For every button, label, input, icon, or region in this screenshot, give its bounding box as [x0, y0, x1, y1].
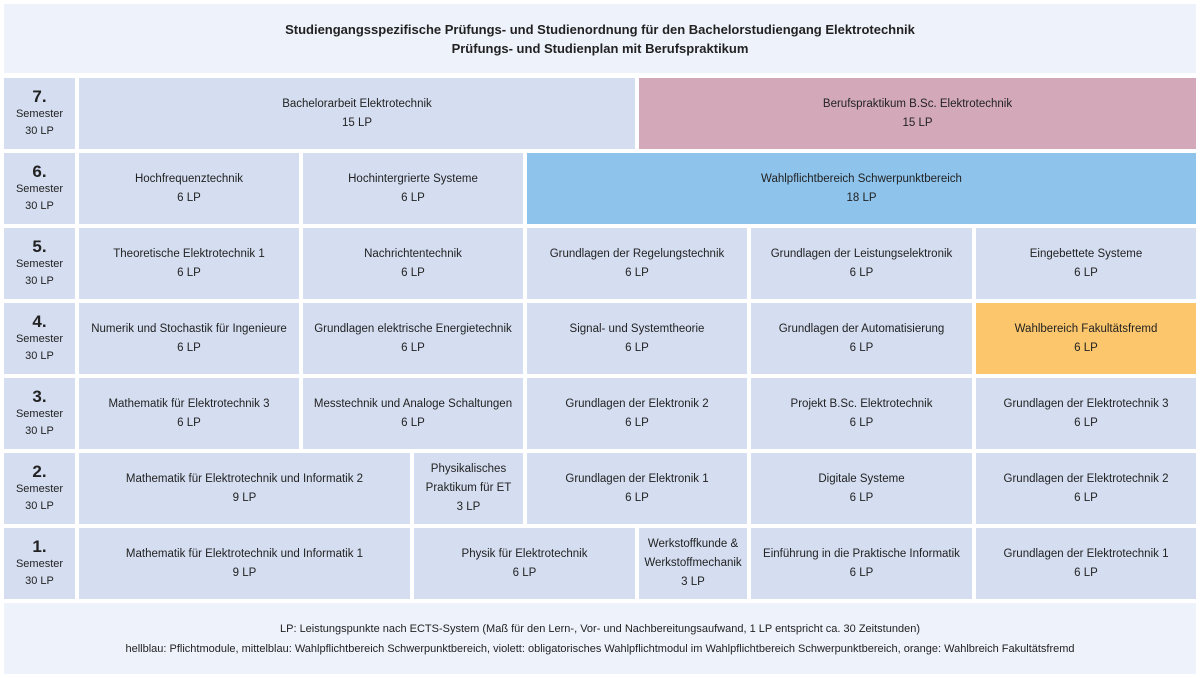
module-name: Grundlagen der Elektrotechnik 3 [1003, 397, 1169, 410]
semester-credits: 30 LP [25, 200, 54, 212]
plan-header [4, 4, 1196, 73]
module-name: Hochintergrierte Systeme [348, 172, 478, 185]
module-credits: 3 LP [456, 501, 481, 513]
module-cell[interactable] [303, 228, 523, 299]
module-cell[interactable] [303, 153, 523, 224]
module-name: Grundlagen der Elektronik 1 [565, 472, 709, 485]
module-cell[interactable] [414, 453, 523, 524]
module-name: Bachelorarbeit Elektrotechnik [282, 97, 432, 110]
semester-row-2 [0, 453, 1200, 524]
semester-label [4, 78, 75, 149]
module-credits: 6 LP [177, 416, 201, 429]
module-name: Physik für Elektrotechnik [461, 547, 588, 560]
module-credits: 6 LP [625, 266, 649, 279]
module-credits: 6 LP [849, 491, 874, 504]
module-credits: 6 LP [849, 341, 874, 354]
semester-word: Semester [15, 558, 64, 570]
module-credits: 6 LP [849, 416, 874, 429]
module-cell[interactable] [639, 78, 1196, 149]
module-credits: 15 LP [902, 116, 933, 129]
module-cell[interactable] [527, 228, 747, 299]
module-name: Wahlpflichtbereich Schwerpunktbereich [761, 172, 962, 185]
semester-credits: 30 LP [25, 575, 54, 587]
semester-label [4, 528, 75, 599]
module-name: Grundlagen der Automatisierung [778, 322, 945, 335]
module-cell[interactable] [79, 303, 299, 374]
module-name: Mathematik für Elektrotechnik und Informatik 1 [125, 547, 364, 560]
semester-row-7 [0, 78, 1200, 149]
semester-number: 7. [32, 87, 47, 106]
semester-word: Semester [15, 483, 64, 495]
module-credits: 9 LP [232, 566, 257, 579]
module-name: Numerik und Stochastik für Ingenieure [91, 322, 287, 335]
module-credits: 6 LP [625, 341, 649, 354]
semester-row-4 [0, 303, 1200, 374]
footer-color-legend: hellblau: Pflichtmodule, mittelblau: Wahlpflichtbereich Schwerpunktbereich, violett: obligatorisches Wahlpflichtmodul im Wahlpflichtbereich Schwerpunktbereich, orange: Wahlbreich Fakultätsfremd [125, 642, 1075, 655]
semester-word: Semester [15, 333, 64, 345]
header-title-line1: Studiengangsspezifische Prüfungs- und Studienordnung für den Bachelorstudiengang Elektrotechnik [285, 21, 915, 37]
module-credits: 6 LP [177, 341, 201, 354]
module-cell[interactable] [79, 453, 410, 524]
module-name: Messtechnik und Analoge Schaltungen [313, 397, 513, 410]
module-credits: 6 LP [1074, 416, 1098, 429]
semester-row-6 [0, 153, 1200, 224]
semester-word: Semester [15, 258, 64, 270]
module-name: Werkstoffkunde & Werkstoffmechanik [644, 538, 742, 569]
module-name: Mathematik für Elektrotechnik 3 [108, 397, 270, 410]
semester-label [4, 378, 75, 449]
module-credits: 6 LP [849, 266, 874, 279]
module-credits: 6 LP [401, 416, 425, 429]
module-name: Berufspraktikum B.Sc. Elektrotechnik [822, 97, 1013, 110]
module-credits: 6 LP [177, 266, 201, 279]
module-name: Signal- und Systemtheorie [569, 322, 705, 335]
module-cell[interactable] [751, 303, 972, 374]
semester-number: 2. [32, 462, 47, 481]
module-cell[interactable] [527, 303, 747, 374]
module-name: Einführung in die Praktische Informatik [763, 547, 960, 560]
module-cell[interactable] [976, 528, 1196, 599]
module-cell[interactable] [976, 378, 1196, 449]
semester-credits: 30 LP [25, 425, 54, 437]
module-name: Physikalisches Praktikum für ET [425, 463, 512, 494]
header-title-line2: Prüfungs- und Studienplan mit Berufspraktikum [451, 40, 749, 56]
semester-number: 3. [32, 387, 47, 406]
module-name: Wahlbereich Fakultätsfremd [1014, 322, 1158, 335]
plan-footer [4, 603, 1196, 674]
module-credits: 6 LP [1074, 266, 1098, 279]
semester-credits: 30 LP [25, 500, 54, 512]
module-cell[interactable] [527, 378, 747, 449]
module-name: Nachrichtentechnik [364, 247, 462, 260]
module-credits: 9 LP [232, 491, 257, 504]
module-cell[interactable] [976, 453, 1196, 524]
module-name: Grundlagen elektrische Energietechnik [314, 322, 512, 335]
semester-row-1 [0, 528, 1200, 599]
module-credits: 6 LP [512, 566, 537, 579]
semester-label [4, 453, 75, 524]
module-name: Grundlagen der Elektrotechnik 1 [1003, 547, 1169, 560]
module-credits: 6 LP [1074, 341, 1098, 354]
semester-credits: 30 LP [25, 275, 54, 287]
module-cell[interactable] [527, 153, 1196, 224]
module-credits: 6 LP [625, 491, 649, 504]
module-cell[interactable] [976, 303, 1196, 374]
module-cell[interactable] [751, 228, 972, 299]
module-name: Grundlagen der Leistungselektronik [770, 247, 953, 260]
module-cell[interactable] [79, 153, 299, 224]
module-name: Projekt B.Sc. Elektrotechnik [790, 397, 933, 410]
module-cell[interactable] [303, 378, 523, 449]
semester-word: Semester [15, 108, 64, 120]
module-credits: 18 LP [846, 191, 877, 204]
module-credits: 6 LP [1074, 566, 1098, 579]
module-credits: 6 LP [625, 416, 649, 429]
module-cell[interactable] [639, 528, 747, 599]
module-cell[interactable] [751, 528, 972, 599]
module-credits: 6 LP [401, 341, 425, 354]
semester-row-5 [0, 228, 1200, 299]
module-credits: 6 LP [401, 191, 425, 204]
module-credits: 3 LP [681, 576, 705, 588]
module-cell[interactable] [751, 453, 972, 524]
semester-label [4, 153, 75, 224]
footer-credits-note: LP: Leistungspunkte nach ECTS-System (Maß für den Lern-, Vor- und Nachbereitungsaufwand, 1 LP entspricht ca. 30 Zeitstunden) [280, 622, 920, 635]
module-name: Hochfrequenztechnik [134, 172, 244, 185]
module-name: Theoretische Elektrotechnik 1 [113, 247, 265, 260]
semester-number: 1. [32, 537, 47, 556]
module-cell[interactable] [751, 378, 972, 449]
semester-word: Semester [15, 183, 64, 195]
semester-label [4, 303, 75, 374]
semester-number: 4. [32, 312, 47, 331]
module-name: Eingebettete Systeme [1029, 247, 1143, 260]
module-name: Mathematik für Elektrotechnik und Informatik 2 [125, 472, 364, 485]
module-cell[interactable] [414, 528, 635, 599]
module-credits: 6 LP [1074, 491, 1098, 504]
module-name: Grundlagen der Regelungstechnik [549, 247, 725, 260]
semester-number: 6. [32, 162, 47, 181]
semester-word: Semester [15, 408, 64, 420]
module-credits: 6 LP [401, 266, 425, 279]
semester-credits: 30 LP [25, 125, 54, 137]
module-cell[interactable] [79, 78, 635, 149]
module-credits: 6 LP [177, 191, 201, 204]
module-cell[interactable] [527, 453, 747, 524]
semester-number: 5. [32, 237, 47, 256]
module-cell[interactable] [79, 528, 410, 599]
module-cell[interactable] [79, 378, 299, 449]
module-name: Digitale Systeme [818, 472, 905, 485]
semester-row-3 [0, 378, 1200, 449]
semester-label [4, 228, 75, 299]
module-name: Grundlagen der Elektronik 2 [565, 397, 709, 410]
module-credits: 6 LP [849, 566, 874, 579]
module-cell[interactable] [79, 228, 299, 299]
module-cell[interactable] [303, 303, 523, 374]
module-cell[interactable] [976, 228, 1196, 299]
semester-credits: 30 LP [25, 350, 54, 362]
module-name: Grundlagen der Elektrotechnik 2 [1003, 472, 1169, 485]
module-credits: 15 LP [341, 116, 373, 129]
